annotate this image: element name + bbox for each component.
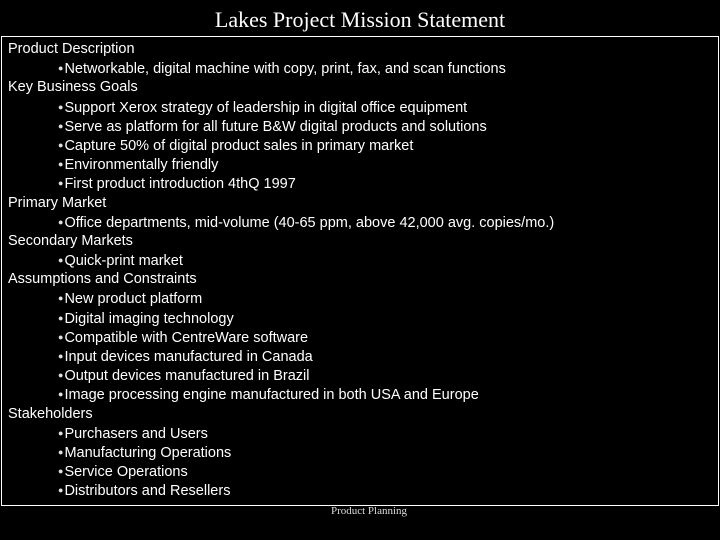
bullet-item (8, 366, 554, 385)
bullet-item (8, 213, 554, 232)
bullet-item (8, 309, 554, 328)
bullet-text: Image processing engine manufactured in both USA and Europe (64, 387, 479, 404)
section (8, 40, 554, 78)
section-heading: Primary Market (8, 194, 107, 211)
section (8, 405, 554, 501)
bullet-text: Manufacturing Operations (64, 444, 232, 461)
section-heading: Assumptions and Constraints (8, 271, 197, 288)
bullet-dot-icon: ● (58, 101, 64, 112)
bullet-text: First product introduction 4thQ 1997 (64, 176, 296, 193)
bullet-item (8, 98, 554, 117)
mission-statement-box (1, 36, 719, 506)
bullet-text: Networkable, digital machine with copy, print, fax, and scan functions (64, 61, 506, 78)
section-heading: Product Description (8, 41, 135, 57)
bullet-item (8, 443, 554, 462)
bullet-dot-icon: ● (58, 331, 64, 342)
mission-statement-content (8, 40, 554, 501)
section-heading: Stakeholders (8, 405, 93, 422)
bullet-item (8, 462, 554, 481)
bullet-text: Digital imaging technology (64, 310, 234, 327)
bullet-text: Quick-print market (64, 253, 183, 270)
section (8, 232, 554, 270)
bullet-text: Output devices manufactured in Brazil (64, 368, 310, 385)
bullet-dot-icon: ● (58, 312, 64, 323)
bullet-item (8, 174, 554, 193)
bullet-text: Capture 50% of digital product sales in primary market (64, 137, 414, 154)
bullet-text: New product platform (64, 291, 203, 308)
bullet-dot-icon: ● (58, 485, 64, 496)
bullet-text: Input devices manufactured in Canada (64, 349, 313, 365)
bullet-text: Purchasers and Users (64, 425, 208, 442)
bullet-item (8, 328, 554, 347)
bullet-item (8, 424, 554, 443)
bullet-dot-icon: ● (58, 446, 64, 457)
bullet-text: Compatible with CentreWare software (64, 329, 309, 346)
bullet-dot-icon: ● (58, 139, 64, 150)
bullet-item (8, 289, 554, 308)
bullet-text: Distributors and Resellers (64, 483, 231, 500)
bullet-item (8, 59, 554, 78)
bullet-item (8, 117, 554, 136)
section-heading: Key Business Goals (8, 79, 138, 96)
bullet-dot-icon: ● (58, 351, 64, 361)
section (8, 78, 554, 193)
bullet-item (8, 155, 554, 174)
bullet-text: Service Operations (64, 464, 188, 481)
footer-label: Product Planning (330, 505, 408, 517)
bullet-dot-icon: ● (58, 389, 64, 400)
bullet-item (8, 347, 554, 366)
bullet-dot-icon: ● (58, 63, 64, 74)
slide-title: Lakes Project Mission Statement (214, 7, 506, 32)
bullet-text: Support Xerox strategy of leadership in digital office equipment (64, 99, 468, 116)
section (8, 194, 554, 232)
bullet-dot-icon: ● (58, 466, 64, 477)
bullet-text: Environmentally friendly (64, 157, 219, 174)
bullet-item (8, 136, 554, 155)
bullet-item (8, 481, 554, 500)
bullet-item (8, 385, 554, 404)
bullet-text: Serve as platform for all future B&W digital products and solutions (64, 118, 487, 135)
section (8, 270, 554, 404)
bullet-item (8, 251, 554, 270)
bullet-dot-icon: ● (58, 178, 64, 189)
bullet-dot-icon: ● (58, 427, 64, 438)
bullet-dot-icon: ● (58, 255, 64, 266)
bullet-dot-icon: ● (58, 159, 64, 170)
bullet-dot-icon: ● (58, 370, 64, 381)
bullet-dot-icon: ● (58, 120, 64, 131)
bullet-text: Office departments, mid-volume (40-65 ppm, above 42,000 avg. copies/mo.) (64, 214, 555, 231)
section-heading: Secondary Markets (8, 232, 133, 249)
bullet-dot-icon: ● (58, 293, 64, 304)
bullet-dot-icon: ● (58, 216, 64, 227)
